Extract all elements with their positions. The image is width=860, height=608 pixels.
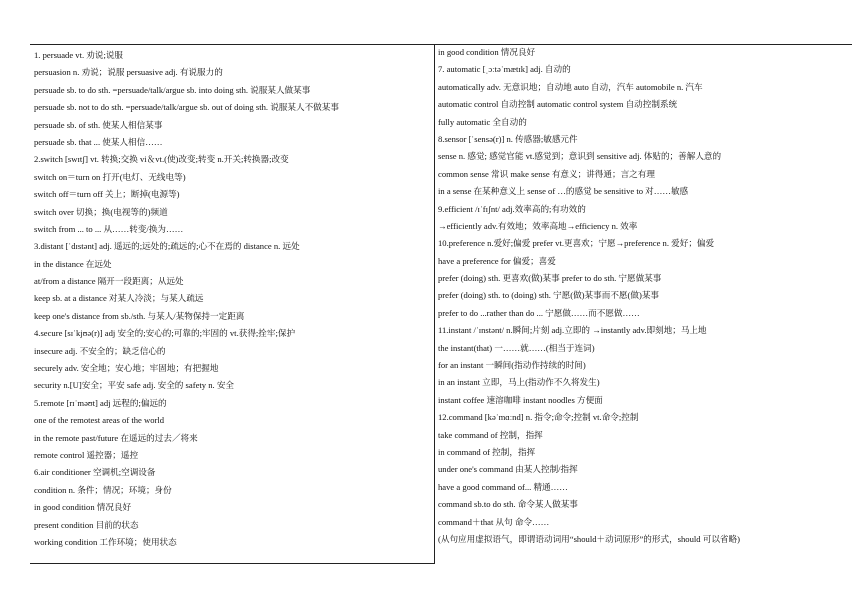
vocab-line: security n.[U]安全；平安 safe adj. 安全的 safety n. 安全 [34,380,235,391]
vocab-line: prefer (doing) sth. to (doing) sth. 宁愿(做)某事而不愿(做)某事 [438,290,660,301]
vocab-line: condition n. 条件；情况；环境；身份 [34,484,172,495]
vocab-line: command＋that 从句 命令…… [438,516,550,527]
right-column [438,44,852,548]
vocab-line: in command of 控制，指挥 [438,446,536,457]
vocab-line: 8.sensor [ˈsensə(r)] n. 传感器;敏感元件 [438,133,578,144]
vocab-line: fully automatic 全自动的 [438,116,527,127]
vocab-line: 9.efficient /ɪˈfɪʃnt/ adj.效率高的;有功效的 [438,203,586,214]
vocab-line: switch off＝turn off 关上；断掉(电源等) [34,189,180,200]
vocab-line: present condition 目前的状态 [34,519,139,530]
vocab-line: in a sense 在某种意义上 sense of …的感觉 be sensitive to 对……敏感 [438,186,689,197]
vocab-line: 1. persuade vt. 劝说;说服 [34,50,124,60]
vocab-line: prefer (doing) sth. 更喜欢(做)某事 prefer to do sth. 宁愿做某事 [438,273,662,284]
vocab-line: 12.command [kəˈmɑːnd] n. 指令;命令;控制 vt.命令;控制 [438,412,639,423]
vocab-line: 5.remote [rɪˈməʊt] adj 远程的;偏远的 [34,397,167,408]
vocab-line: under one's command 由某人控制/指挥 [438,464,578,475]
vocab-line: (从句应用虚拟语气，即谓语动词用“should＋动词原形”的形式，should 可以省略) [438,533,740,544]
vocab-line: prefer to do ...rather than do ... 宁愿做……而不愿做…… [438,307,640,318]
vocab-line: keep one's distance from sb./sth. 与某人/某物保持一定距离 [34,310,245,321]
vocab-line: for an instant 一瞬间(指动作持续的时间) [438,360,586,371]
column-divider [434,44,435,564]
vocab-line: the instant(that) 一……就……(相当于连词) [438,342,595,353]
vocab-line: common sense 常识 make sense 有意义；讲得通；言之有理 [438,168,655,179]
vocab-line: take command of 控制，指挥 [438,429,543,440]
vocab-line: command sb.to do sth. 命令某人做某事 [438,499,578,510]
vocab-line: sense n. 感觉; 感觉官能 vt.感觉到；意识到 sensitive adj. 体贴的；善解人意的 [438,151,722,162]
vocab-line: in good condition 情况良好 [34,502,132,513]
vocab-line: 4.secure [sɪˈkjʊə(r)] adj 安全的;安心的;可靠的;牢固的 vt.获得;拴牢;保护 [34,328,296,339]
vocab-line: keep sb. at a distance 对某人冷淡；与某人疏远 [34,293,204,304]
vocab-line: persuade sb. that ... 使某人相信…… [34,136,163,147]
vocab-line: switch from ... to ... 从……转变/换为…… [34,223,184,234]
vocab-line: have a preference for 偏爱；喜爱 [438,255,556,266]
vocab-line: working condition 工作环境；使用状态 [34,536,177,547]
vocab-line: in the distance 在远处 [34,258,112,269]
vocab-line: switch on＝turn on 打开(电灯、无线电等) [34,171,186,182]
vocab-line: persuasion n. 劝说；说服 persuasive adj. 有说服力的 [34,67,223,78]
vocab-line: remote control 遥控器；遥控 [34,449,139,460]
vocab-line: persuade sb. not to do sth. =persuade/talk/argue sb. out of doing sth. 说服某人不做某事 [34,102,339,113]
vocab-line: in an instant 立即，马上(指动作不久将发生) [438,377,600,388]
vocab-line: 6.air conditioner 空调机;空调设备 [34,467,156,478]
left-column [34,44,430,551]
vocab-line: in the remote past/future 在遥远的过去／将来 [34,432,198,443]
vocab-line: instant coffee 速溶咖啡 instant noodles 方便面 [438,394,603,405]
vocab-line: have a good command of... 精通…… [438,481,568,492]
vocab-line: automatic control 自动控制 automatic control system 自动控制系统 [438,99,678,110]
vocab-line: switch over 切换；换(电视等的)频道 [34,206,168,217]
vocab-line: →efficiently adv.有效地；效率高地→efficiency n. 效率 [438,220,638,231]
vocab-line: 3.distant [ˈdɪstənt] adj. 遥远的;远处的;疏远的;心不在焉的 distance n. 远处 [34,241,300,252]
vocab-line: persuade sb. to do sth. =persuade/talk/argue sb. into doing sth. 说服某人做某事 [34,84,311,95]
vocab-line: in good condition 情况良好 [438,47,536,57]
vocab-line: 10.preference n.爱好;偏爱 prefer vt.更喜欢；宁愿→preference n. 爱好；偏爱 [438,238,715,249]
vocab-line: 2.switch [swɪtʃ] vt. 转换;交换 vi＆vt.(使)改变;转变 n.开关;转换器;改变 [34,154,289,165]
vocab-line: 7. automatic [ˌɔːtəˈmætɪk] adj. 自动的 [438,64,571,75]
vocab-line: insecure adj. 不安全的；缺乏信心的 [34,345,166,356]
vocab-line: one of the remotest areas of the world [34,415,165,426]
vocab-line: securely adv. 安全地；安心地；牢固地；有把握地 [34,363,219,374]
vocab-line: persuade sb. of sth. 使某人相信某事 [34,119,163,130]
vocab-line: 11.instant /ˈɪnstənt/ n.瞬间;片刻 adj.立即的 →instantly adv.即刻地；马上地 [438,325,707,336]
vocab-line: automatically adv. 无意识地；自动地 auto 自动，汽车 automobile n. 汽车 [438,81,703,92]
left-bottom-rule [30,563,434,564]
vocab-line: at/from a distance 隔开一段距离；从远处 [34,276,184,287]
